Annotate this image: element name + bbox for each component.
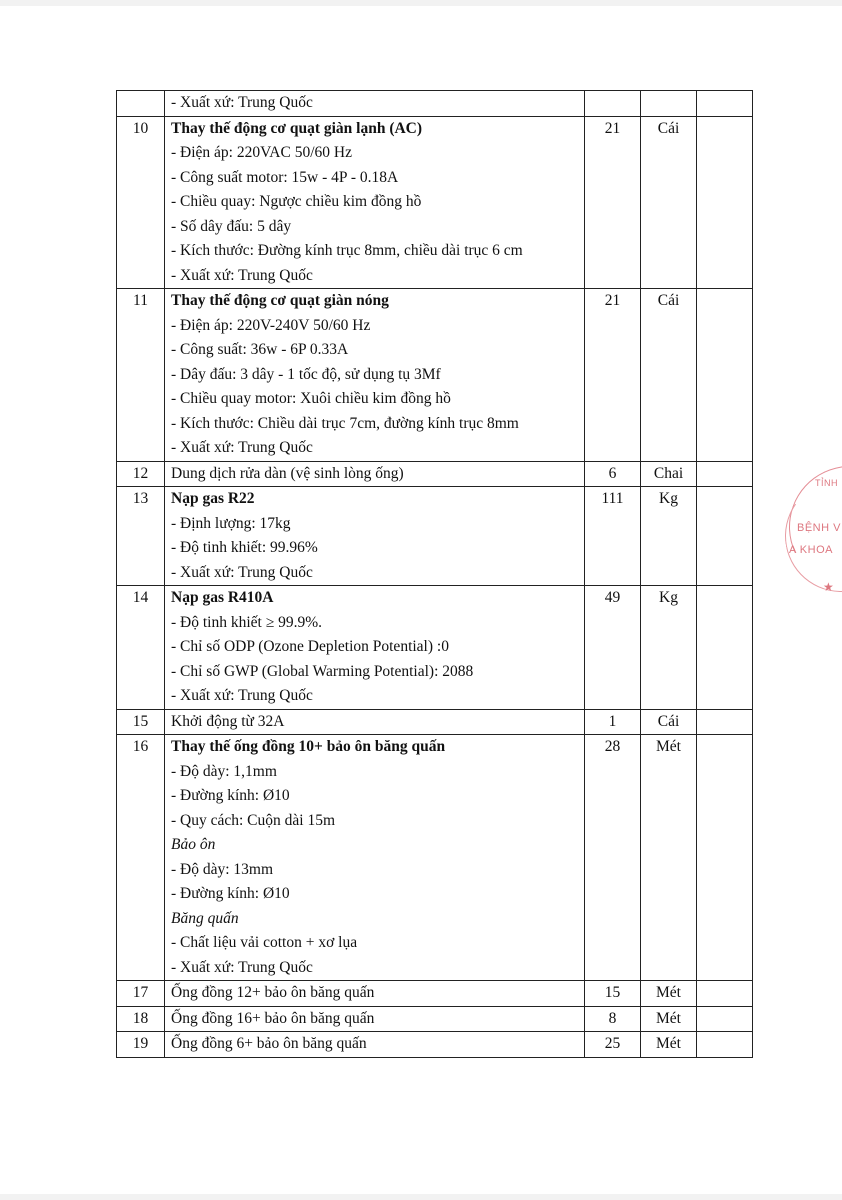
item-spec-line: - Xuất xứ: Trung Quốc	[171, 266, 313, 284]
item-description	[165, 91, 585, 117]
item-unit: Cái	[641, 709, 697, 735]
item-spec-line: - Chiều quay: Ngược chiều kim đồng hồ	[171, 193, 422, 210]
table-row	[117, 586, 753, 710]
item-spec-line: Ống đồng 6+ bảo ôn băng quấn	[171, 1035, 367, 1052]
item-spec-line: - Độ tinh khiết ≥ 99.9%.	[171, 613, 323, 631]
item-number: 12	[117, 461, 165, 487]
page-bottom-edge	[0, 1194, 842, 1200]
item-number: 17	[117, 981, 165, 1007]
item-unit: Mét	[641, 1032, 697, 1058]
item-spec-line: - Xuất xứ: Trung Quốc	[171, 563, 313, 581]
red-seal-stamp	[775, 462, 842, 612]
item-spec-line: - Chỉ số GWP (Global Warming Potential): 2088	[171, 662, 474, 680]
item-spec-line: - Quy cách: Cuộn dài 15m	[171, 811, 336, 829]
item-spec-line: - Xuất xứ: Trung Quốc	[171, 958, 313, 976]
item-number: 11	[117, 289, 165, 462]
stamp-text-middle: BỆNH V	[797, 522, 841, 534]
item-number	[117, 91, 165, 117]
item-spec-line: - Chất liệu vải cotton + xơ lụa	[171, 934, 358, 951]
item-note	[697, 1032, 753, 1058]
item-note	[697, 487, 753, 586]
item-number: 13	[117, 487, 165, 586]
table-row	[117, 487, 753, 586]
item-spec-line: - Kích thước: Chiều dài trục 7cm, đường kính trục 8mm	[171, 414, 519, 432]
item-spec-line: - Điện áp: 220VAC 50/60 Hz	[171, 144, 352, 161]
item-unit: Kg	[641, 487, 697, 586]
item-number: 18	[117, 1006, 165, 1032]
table-row	[117, 709, 753, 735]
item-number: 19	[117, 1032, 165, 1058]
stamp-text-top: TỈNH	[815, 478, 838, 488]
item-quantity: 8	[585, 1006, 641, 1032]
item-description	[165, 709, 585, 735]
item-quantity: 21	[585, 116, 641, 289]
item-spec-line: - Công suất motor: 15w - 4P - 0.18A	[171, 168, 399, 186]
item-unit: Mét	[641, 1006, 697, 1032]
item-spec-line: - Độ dày: 13mm	[171, 860, 274, 878]
item-note	[697, 289, 753, 462]
item-spec-line: - Điện áp: 220V-240V 50/60 Hz	[171, 316, 371, 334]
item-spec-line: - Định lượng: 17kg	[171, 514, 291, 532]
item-quantity: 6	[585, 461, 641, 487]
item-quantity: 21	[585, 289, 641, 462]
item-description	[165, 981, 585, 1007]
item-spec-line: Ống đồng 12+ bảo ôn băng quấn	[171, 984, 375, 1001]
item-spec-line: - Chỉ số ODP (Ozone Depletion Potential) :0	[171, 638, 449, 655]
item-unit: Kg	[641, 586, 697, 710]
item-spec-line: - Xuất xứ: Trung Quốc	[171, 439, 313, 456]
item-note	[697, 116, 753, 289]
item-spec-line: - Số dây đấu: 5 dây	[171, 217, 292, 235]
item-subheading: Bảo ôn	[171, 836, 216, 853]
item-description	[165, 289, 585, 462]
stamp-text-bottom: A KHOA	[789, 544, 833, 556]
item-note	[697, 91, 753, 117]
item-spec-line: - Xuất xứ: Trung Quốc	[171, 94, 313, 111]
materials-table	[116, 90, 753, 1058]
table-row	[117, 1006, 753, 1032]
item-spec-line: Dung dịch rửa dàn (vệ sinh lòng ống)	[171, 464, 404, 482]
item-unit: Cái	[641, 289, 697, 462]
item-unit: Chai	[641, 461, 697, 487]
item-spec-line: - Đường kính: Ø10	[171, 885, 290, 902]
item-unit: Mét	[641, 981, 697, 1007]
item-note	[697, 709, 753, 735]
item-unit: Cái	[641, 116, 697, 289]
item-spec-line: - Dây đấu: 3 dây - 1 tốc độ, sử dụng tụ 3Mf	[171, 365, 441, 383]
item-subheading: Băng quấn	[171, 909, 239, 927]
stamp-star-icon: ★	[823, 580, 834, 594]
item-spec-line: - Kích thước: Đường kính trục 8mm, chiều dài trục 6 cm	[171, 242, 523, 259]
table-row	[117, 981, 753, 1007]
item-title: Nạp gas R22	[171, 490, 255, 507]
item-note	[697, 586, 753, 710]
item-quantity: 111	[585, 487, 641, 586]
item-quantity: 25	[585, 1032, 641, 1058]
item-spec-line: - Độ tinh khiết: 99.96%	[171, 539, 318, 556]
item-unit	[641, 91, 697, 117]
item-description	[165, 586, 585, 710]
item-description	[165, 116, 585, 289]
item-number: 16	[117, 735, 165, 981]
table-row	[117, 289, 753, 462]
item-description	[165, 1006, 585, 1032]
item-spec-line: Khởi động từ 32A	[171, 712, 285, 730]
table-row	[117, 1032, 753, 1058]
item-spec-line: - Đường kính: Ø10	[171, 787, 290, 804]
table-row	[117, 461, 753, 487]
item-title: Thay thế động cơ quạt giàn lạnh (AC)	[171, 119, 423, 137]
item-description	[165, 1032, 585, 1058]
table-row	[117, 735, 753, 981]
item-spec-line: Ống đồng 16+ bảo ôn băng quấn	[171, 1009, 375, 1027]
item-spec-line: - Công suất: 36w - 6P 0.33A	[171, 341, 349, 358]
materials-table-body	[117, 91, 753, 1058]
item-spec-line: - Độ dày: 1,1mm	[171, 762, 277, 780]
item-quantity: 15	[585, 981, 641, 1007]
item-spec-line: - Xuất xứ: Trung Quốc	[171, 687, 313, 704]
item-quantity: 49	[585, 586, 641, 710]
item-description	[165, 487, 585, 586]
item-spec-line: - Chiều quay motor: Xuôi chiều kim đồng hồ	[171, 390, 451, 407]
item-description	[165, 735, 585, 981]
item-title: Thay thế động cơ quạt giàn nóng	[171, 292, 389, 309]
item-note	[697, 1006, 753, 1032]
page-top-edge	[0, 0, 842, 6]
item-number: 14	[117, 586, 165, 710]
item-quantity: 28	[585, 735, 641, 981]
item-number: 15	[117, 709, 165, 735]
table-row	[117, 116, 753, 289]
item-note	[697, 461, 753, 487]
item-unit: Mét	[641, 735, 697, 981]
item-quantity: 1	[585, 709, 641, 735]
item-number: 10	[117, 116, 165, 289]
item-quantity	[585, 91, 641, 117]
item-title: Thay thế ống đồng 10+ bảo ôn băng quấn	[171, 738, 446, 755]
table-row	[117, 91, 753, 117]
item-note	[697, 981, 753, 1007]
item-note	[697, 735, 753, 981]
item-description	[165, 461, 585, 487]
item-title: Nạp gas R410A	[171, 589, 274, 606]
